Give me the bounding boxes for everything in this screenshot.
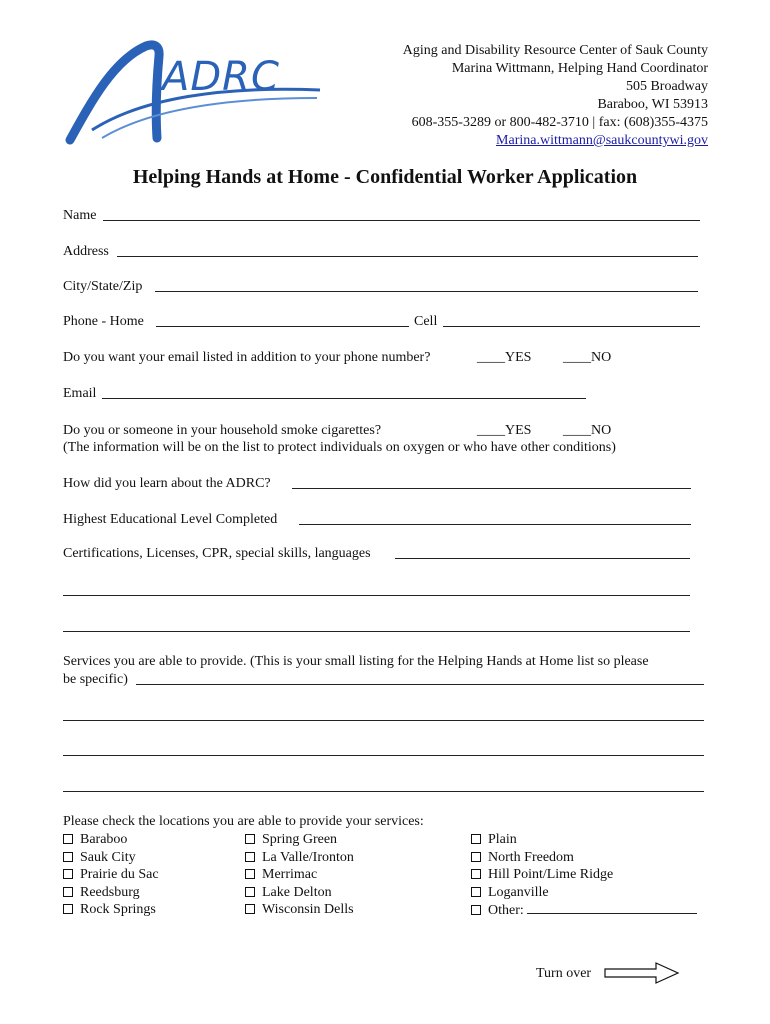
location-option[interactable]: Wisconsin Dells [245,901,354,919]
adrc-logo [62,38,332,148]
email-listing-yes[interactable]: ____YES [477,350,532,365]
location-option[interactable]: Spring Green [245,831,354,849]
location-option[interactable]: Lake Delton [245,884,354,902]
checkbox-icon[interactable] [471,852,481,862]
name-field[interactable] [103,220,700,221]
address-field[interactable] [117,256,698,257]
location-option[interactable]: Plain [471,831,697,849]
location-option[interactable]: North Freedom [471,849,697,867]
adrc-logo-graphic [62,38,332,148]
location-option[interactable]: Other: [471,901,697,919]
checkbox-icon[interactable] [471,834,481,844]
education-label: Highest Educational Level Completed [63,512,278,527]
cell-label: Cell [414,314,438,329]
smoke-question: Do you or someone in your household smoke cigarettes? [63,423,382,438]
location-option[interactable]: La Valle/Ironton [245,849,354,867]
contact-block [403,42,708,150]
turn-over-label: Turn over [536,966,592,981]
street-address: 505 Broadway [625,79,708,94]
coordinator-name: Marina Wittmann, Helping Hand Coordinator [451,61,708,76]
checkbox-icon[interactable] [245,869,255,879]
learn-about-field[interactable] [292,488,691,489]
locations-prompt: Please check the locations you are able to provide your services: [63,814,424,829]
email-field[interactable] [102,398,586,399]
smoke-yes[interactable]: ____YES [477,423,532,438]
checkbox-icon[interactable] [63,852,73,862]
checkbox-icon[interactable] [245,834,255,844]
checkbox-icon[interactable] [245,852,255,862]
services-label: Services you are able to provide. (This is your small listing for the Helping Hands at Home list so please [63,654,649,669]
city-state-zip-label: City/State/Zip [63,279,143,294]
location-option[interactable]: Merrimac [245,866,354,884]
learn-about-label: How did you learn about the ADRC? [63,476,271,491]
services-extra-line[interactable] [63,755,704,756]
org-name: Aging and Disability Resource Center of Sauk County [402,43,708,58]
logo-text: ADRC [162,54,280,100]
checkbox-icon[interactable] [63,834,73,844]
name-label: Name [63,208,97,223]
location-option[interactable]: Prairie du Sac [63,866,159,884]
checkbox-icon[interactable] [245,904,255,914]
certifications-label: Certifications, Licenses, CPR, special skills, languages [63,546,371,561]
email-listing-no[interactable]: ____NO [563,350,612,365]
other-location-field[interactable] [527,901,697,914]
services-field[interactable] [136,684,704,685]
coordinator-email-link[interactable]: Marina.wittmann@saukcountywi.gov [496,133,708,148]
certifications-field[interactable] [395,558,690,559]
checkbox-icon[interactable] [245,887,255,897]
city-address: Baraboo, WI 53913 [597,97,708,112]
services-extra-line[interactable] [63,791,704,792]
page-title: Helping Hands at Home - Confidential Worker Application [132,166,638,188]
locations-col-1 [63,831,159,919]
email-label: Email [63,386,97,401]
checkbox-icon[interactable] [471,905,481,915]
email-listing-question: Do you want your email listed in addition to your phone number? [63,350,431,365]
phone-home-field[interactable] [156,326,409,327]
locations-col-3 [471,831,697,919]
checkbox-icon[interactable] [471,887,481,897]
city-state-zip-field[interactable] [155,291,698,292]
services-extra-line[interactable] [63,720,704,721]
education-field[interactable] [299,524,691,525]
certifications-extra-line[interactable] [63,631,690,632]
location-option[interactable]: Hill Point/Lime Ridge [471,866,697,884]
checkbox-icon[interactable] [63,869,73,879]
location-option[interactable]: Rock Springs [63,901,159,919]
certifications-extra-line[interactable] [63,595,690,596]
location-option[interactable]: Sauk City [63,849,159,867]
checkbox-icon[interactable] [63,887,73,897]
phone-home-label: Phone - Home [63,314,144,329]
checkbox-icon[interactable] [63,904,73,914]
smoke-note: (The information will be on the list to protect individuals on oxygen or who have other conditions) [63,440,616,455]
arrow-right-icon [604,962,680,984]
smoke-no[interactable]: ____NO [563,423,612,438]
address-label: Address [63,244,109,259]
cell-field[interactable] [443,326,700,327]
phone-numbers: 608-355-3289 or 800-482-3710 | fax: (608)355-4375 [411,115,708,130]
location-option[interactable]: Reedsburg [63,884,159,902]
services-label-cont: be specific) [63,672,128,687]
checkbox-icon[interactable] [471,869,481,879]
locations-col-2 [245,831,354,919]
location-option[interactable]: Baraboo [63,831,159,849]
location-option[interactable]: Loganville [471,884,697,902]
